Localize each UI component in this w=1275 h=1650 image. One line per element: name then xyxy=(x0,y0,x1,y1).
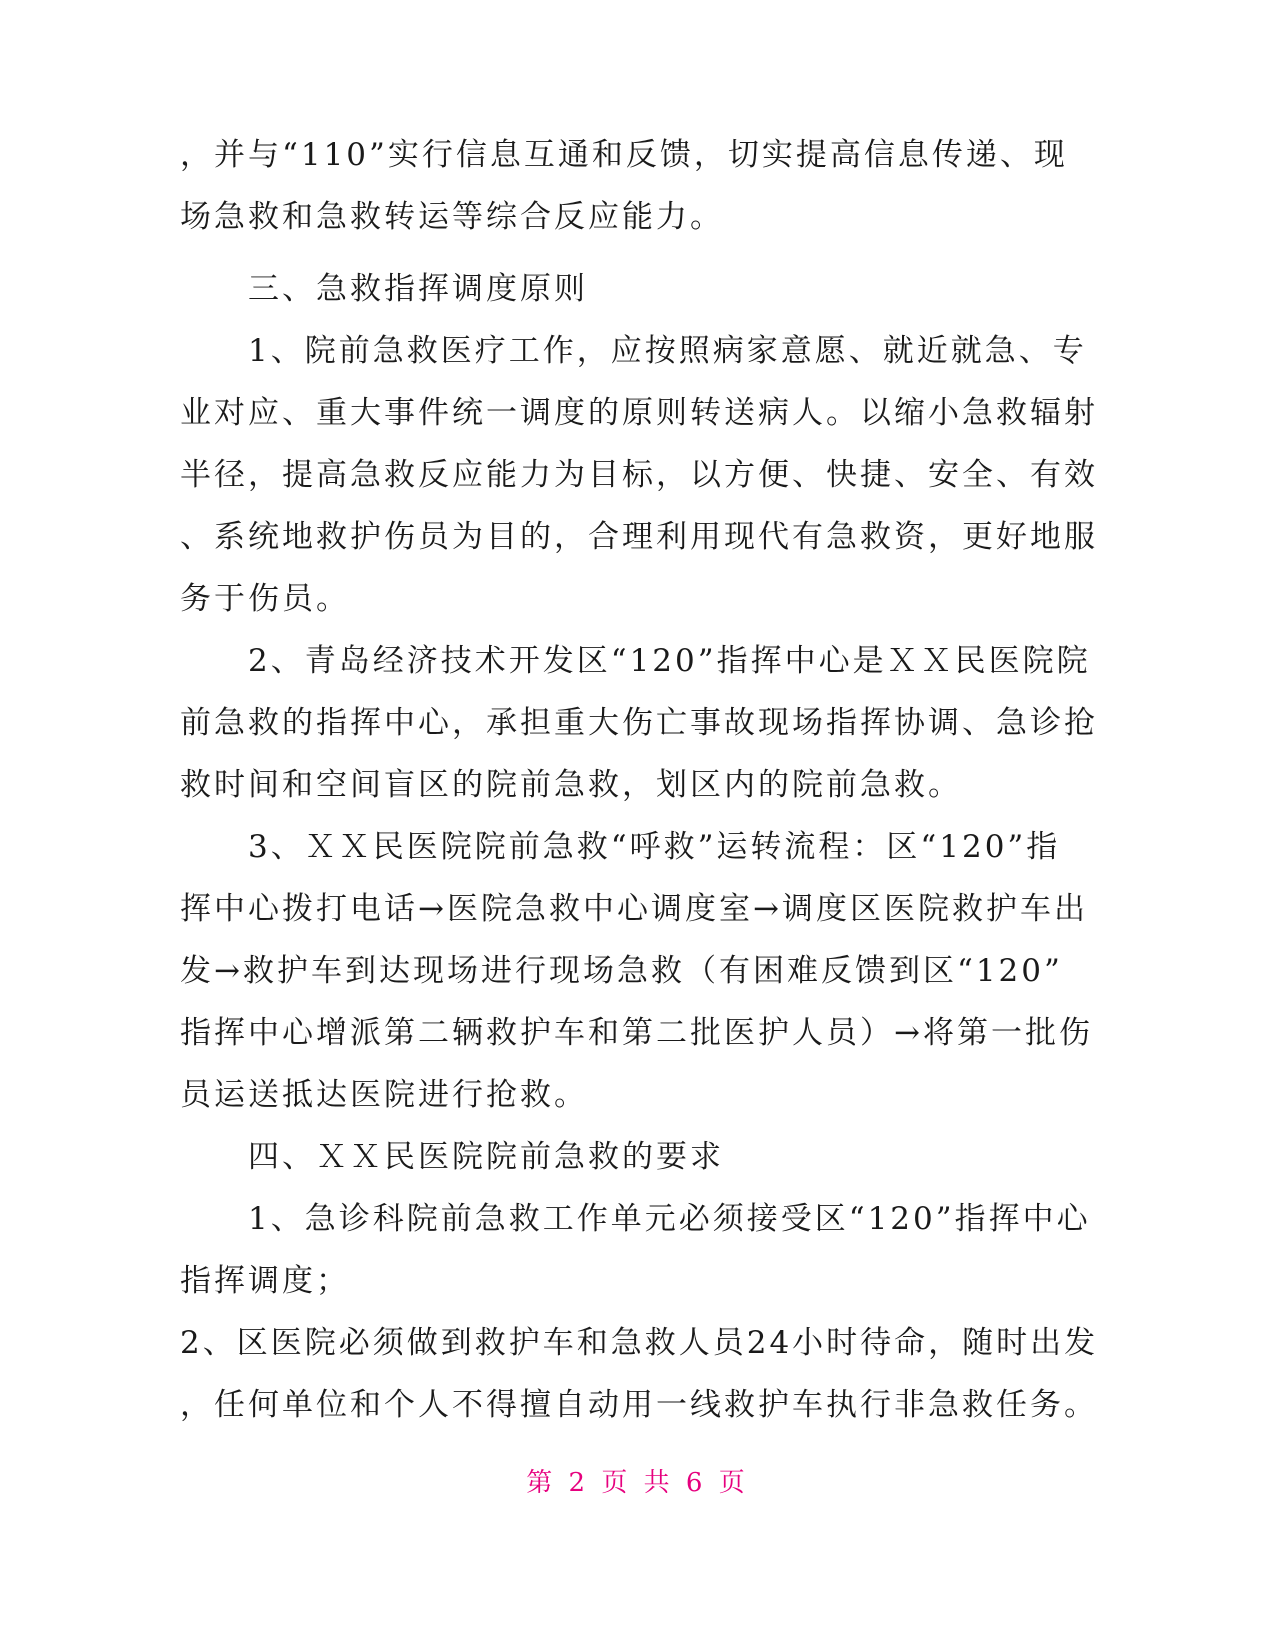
text-line: 2、青岛经济技术开发区“120”指挥中心是ＸＸ民医院院 xyxy=(180,643,1091,679)
text-line: 前急救的指挥中心，承担重大伤亡事故现场指挥协调、急诊抢 xyxy=(180,705,1098,741)
text-line: 救时间和空间盲区的院前急救，划区内的院前急救。 xyxy=(180,767,962,803)
text-line: 3、ＸＸ民医院院前急救“呼救”运转流程：区“120”指 xyxy=(180,829,1061,865)
text-line: 发→救护车到达现场进行现场急救（有困难反馈到区“120” xyxy=(180,953,1063,989)
text-line: ，并与“110”实行信息互通和反馈，切实提高信息传递、现 xyxy=(180,137,1068,173)
text-line: 业对应、重大事件统一调度的原则转送病人。以缩小急救辐射 xyxy=(180,395,1098,431)
section-heading: 四、ＸＸ民医院院前急救的要求 xyxy=(180,1139,724,1175)
page-number-footer: 第 2 页 共 6 页 xyxy=(526,1468,749,1498)
text-line: 场急救和急救转运等综合反应能力。 xyxy=(180,199,724,235)
text-line: 2、区医院必须做到救护车和急救人员24小时待命，随时出发 xyxy=(180,1325,1099,1361)
text-line: 务于伤员。 xyxy=(180,581,350,617)
text-line: 指挥中心增派第二辆救护车和第二批医护人员）→将第一批伤 xyxy=(180,1015,1093,1051)
section-heading: 三、急救指挥调度原则 xyxy=(180,271,588,307)
text-line: 指挥调度； xyxy=(180,1263,350,1299)
text-line: ，任何单位和个人不得擅自动用一线救护车执行非急救任务。 xyxy=(180,1387,1098,1423)
text-line: 员运送抵达医院进行抢救。 xyxy=(180,1077,588,1113)
text-line: 1、院前急救医疗工作，应按照病家意愿、就近就急、专 xyxy=(180,333,1087,369)
text-line: 1、急诊科院前急救工作单元必须接受区“120”指挥中心 xyxy=(180,1201,1091,1237)
text-line: 挥中心拨打电话→医院急救中心调度室→调度区医院救护车出 xyxy=(180,891,1088,927)
text-line: 半径，提高急救反应能力为目标，以方便、快捷、安全、有效 xyxy=(180,457,1098,493)
text-line: 、系统地救护伤员为目的，合理利用现代有急救资，更好地服 xyxy=(180,519,1098,555)
